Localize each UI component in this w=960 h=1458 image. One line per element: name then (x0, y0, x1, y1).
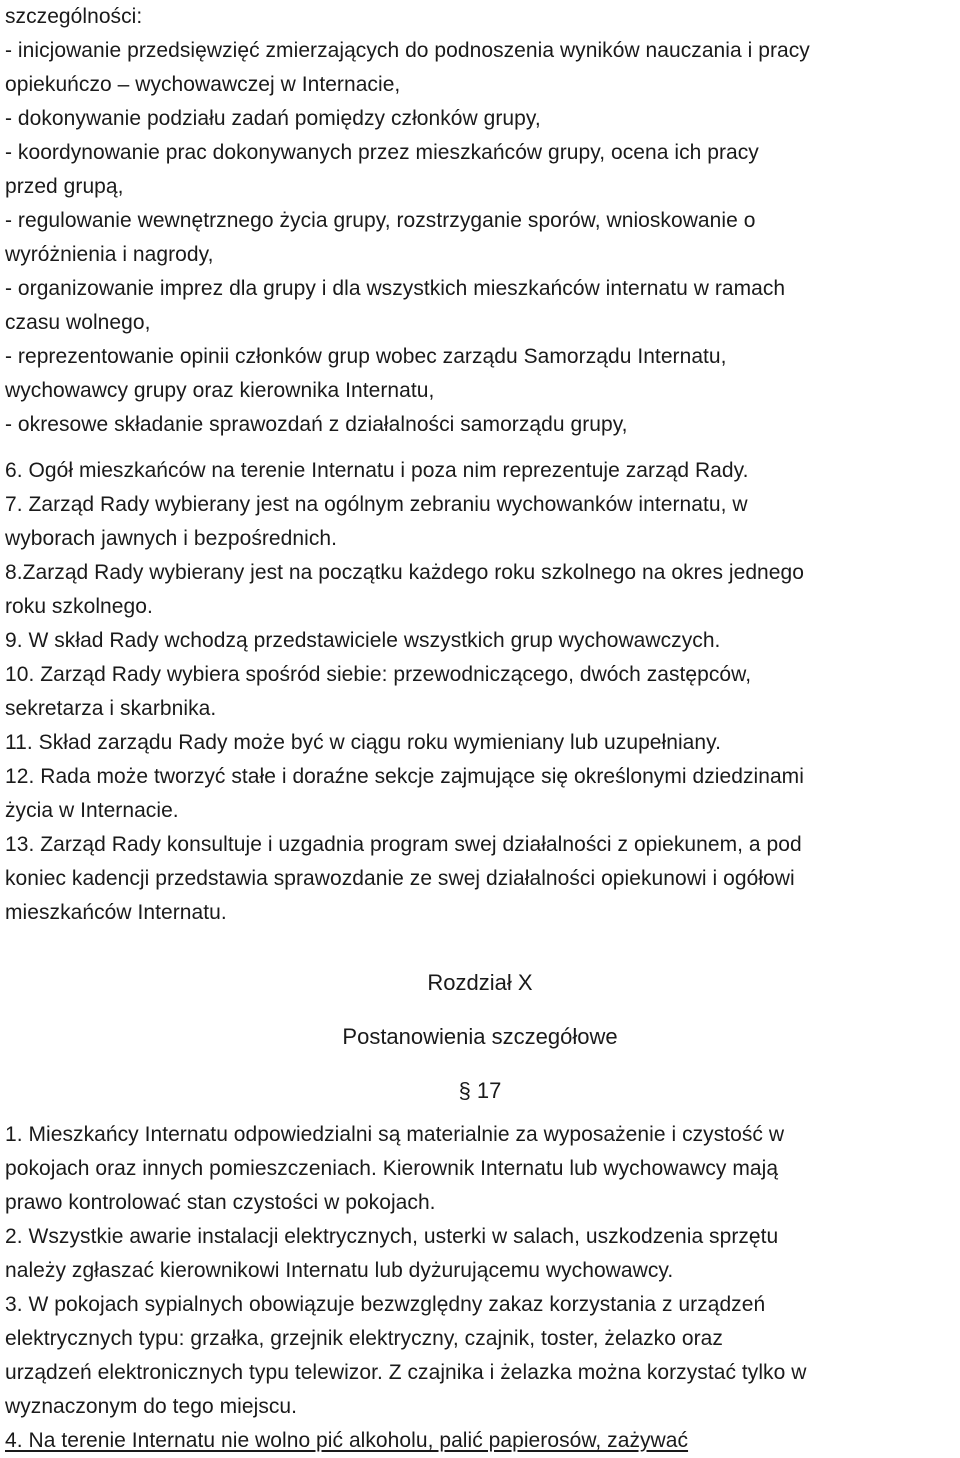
document-page (5, 0, 955, 1458)
text-line: 11. Skład zarządu Rady może być w ciągu roku wymieniany lub uzupełniany. (5, 731, 722, 754)
section-council-rules (5, 454, 955, 930)
chapter-title: Rozdział X (427, 970, 533, 995)
text-line: wyróżnienia i nagrody, (5, 243, 214, 266)
text-line: koniec kadencji przedstawia sprawozdanie ze swej działalności opiekunowi i ogółowi (5, 867, 795, 890)
text-line: - reprezentowanie opinii członków grup wobec zarządu Samorządu Internatu, (5, 345, 727, 368)
chapter-subtitle: Postanowienia szczegółowe (342, 1024, 618, 1049)
text-line: 7. Zarząd Rady wybierany jest na ogólnym zebraniu wychowanków internatu, w (5, 493, 748, 516)
section-detailed-provisions (5, 1118, 955, 1458)
chapter-heading (5, 956, 955, 1118)
text-line: - koordynowanie prac dokonywanych przez mieszkańców grupy, ocena ich pracy (5, 141, 759, 164)
underlined-text-line: 4. Na terenie Internatu nie wolno pić alkoholu, palić papierosów, zażywać (5, 1429, 689, 1452)
paragraph-number: § 17 (458, 1078, 502, 1103)
text-line: pokojach oraz innych pomieszczeniach. Kierownik Internatu lub wychowawcy mają (5, 1157, 779, 1180)
text-line: roku szkolnego. (5, 595, 153, 618)
text-line: życia w Internacie. (5, 799, 179, 822)
text-line: czasu wolnego, (5, 311, 151, 334)
text-line: przed grupą, (5, 175, 124, 198)
text-line: 10. Zarząd Rady wybiera spośród siebie: przewodniczącego, dwóch zastępców, (5, 663, 752, 686)
text-line: 6. Ogół mieszkańców na terenie Internatu i poza nim reprezentuje zarząd Rady. (5, 459, 749, 482)
text-line: 2. Wszystkie awarie instalacji elektrycznych, usterki w salach, uszkodzenia sprzętu (5, 1225, 779, 1248)
text-line: - dokonywanie podziału zadań pomiędzy członków grupy, (5, 107, 541, 130)
text-line: - organizowanie imprez dla grupy i dla wszystkich mieszkańców internatu w ramach (5, 277, 786, 300)
text-line: wychowawcy grupy oraz kierownika Internatu, (5, 379, 435, 402)
text-line: wyznaczonym do tego miejscu. (5, 1395, 298, 1418)
text-line: prawo kontrolować stan czystości w pokojach. (5, 1191, 436, 1214)
text-line: wyborach jawnych i bezpośrednich. (5, 527, 337, 550)
text-line: szczególności: (5, 5, 143, 28)
text-line: należy zgłaszać kierownikowi Internatu lub dyżurującemu wychowawcy. (5, 1259, 674, 1282)
text-line: 1. Mieszkańcy Internatu odpowiedzialni są materialnie za wyposażenie i czystość w (5, 1123, 785, 1146)
text-line: 3. W pokojach sypialnych obowiązuje bezwzględny zakaz korzystania z urządzeń (5, 1293, 766, 1316)
text-line: - regulowanie wewnętrznego życia grupy, rozstrzyganie sporów, wnioskowanie o (5, 209, 756, 232)
section-duties-list (5, 0, 955, 442)
text-line: sekretarza i skarbnika. (5, 697, 217, 720)
text-line: opiekuńczo – wychowawczej w Internacie, (5, 73, 401, 96)
spacer (5, 442, 955, 454)
text-line: mieszkańców Internatu. (5, 901, 227, 924)
text-line: - inicjowanie przedsięwzięć zmierzających do podnoszenia wyników nauczania i pracy (5, 39, 810, 62)
text-line: elektrycznych typu: grzałka, grzejnik elektryczny, czajnik, toster, żelazko oraz (5, 1327, 723, 1350)
text-line: - okresowe składanie sprawozdań z działalności samorządu grupy, (5, 413, 628, 436)
text-line: 9. W skład Rady wchodzą przedstawiciele wszystkich grup wychowawczych. (5, 629, 721, 652)
text-line: 12. Rada może tworzyć stałe i doraźne sekcje zajmujące się określonymi dziedzinami (5, 765, 804, 788)
text-line: urządzeń elektronicznych typu telewizor. Z czajnika i żelazka można korzystać tylko w (5, 1361, 807, 1384)
text-line: 8.Zarząd Rady wybierany jest na początku każdego roku szkolnego na okres jednego (5, 561, 804, 584)
text-line: 13. Zarząd Rady konsultuje i uzgadnia program swej działalności z opiekunem, a pod (5, 833, 802, 856)
